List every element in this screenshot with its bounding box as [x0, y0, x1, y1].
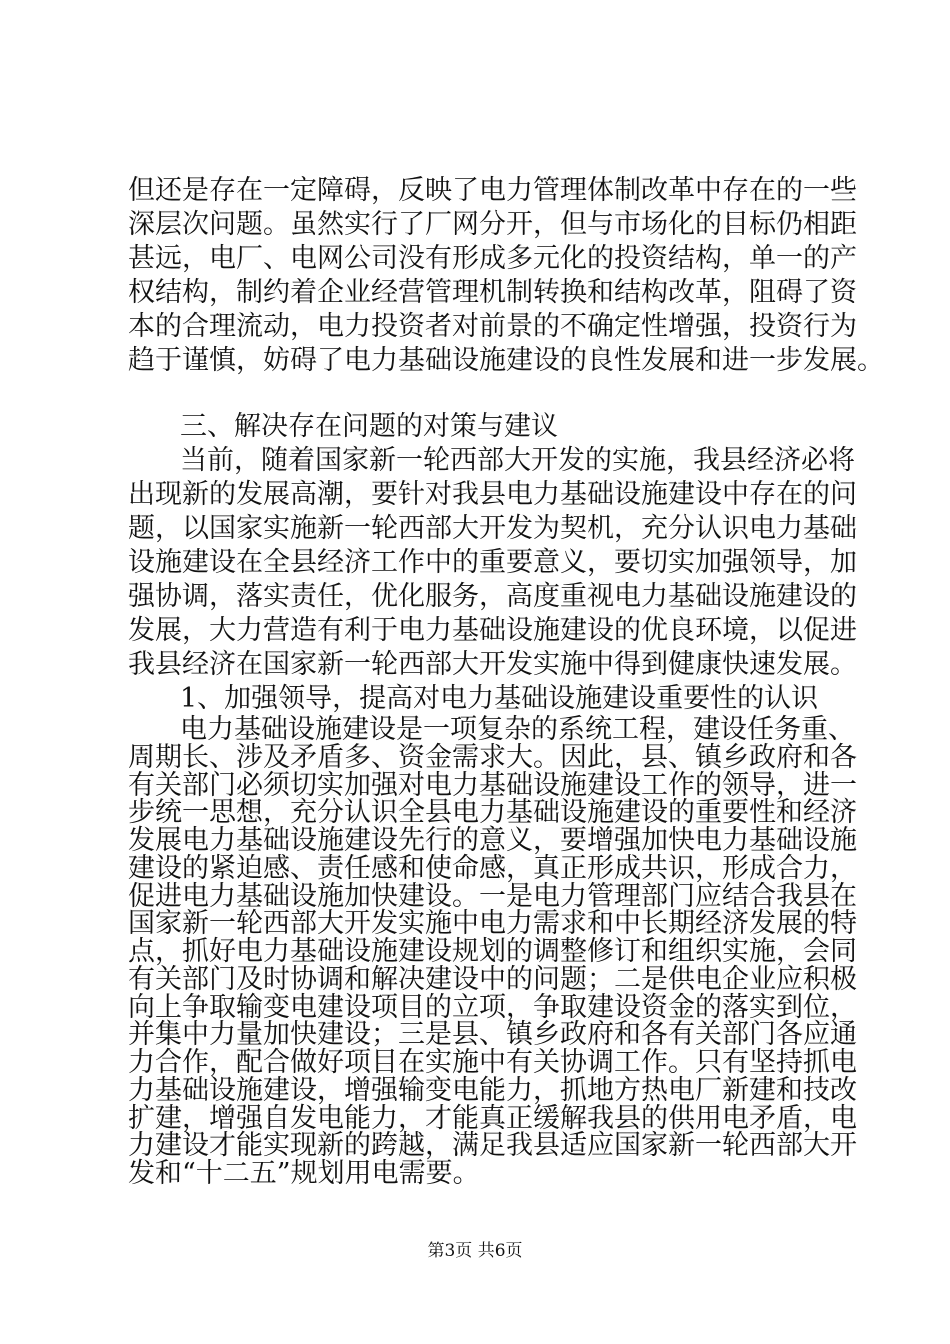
text-line: 建设的紧迫感、责任感和使命感，真正形成共识，形成合力，	[128, 853, 857, 884]
subheading: 1、加强领导，提高对电力基础设施建设重要性的认识	[180, 683, 819, 714]
text-line: 有关部门及时协调和解决建设中的问题；二是供电企业应积极	[128, 964, 857, 995]
text-line: 深层次问题。虽然实行了厂网分开，但与市场化的目标仍相距	[128, 209, 857, 240]
text-line: 设施建设在全县经济工作中的重要意义，要切实加强领导，加	[128, 547, 857, 578]
text-line: 电力基础设施建设是一项复杂的系统工程，建设任务重、	[180, 714, 855, 745]
text-line: 本的合理流动，电力投资者对前景的不确定性增强，投资行为	[128, 311, 857, 342]
text-line: 点，抓好电力基础设施建设规划的调整修订和组织实施，会同	[128, 936, 857, 967]
text-line: 发展电力基础设施建设先行的意义，要增强加快电力基础设施	[128, 825, 857, 856]
text-line: 力建设才能实现新的跨越，满足我县适应国家新一轮西部大开	[128, 1130, 857, 1161]
text-line: 力基础设施建设，增强输变电能力，抓地方热电厂新建和技改	[128, 1075, 857, 1106]
text-line: 但还是存在一定障碍，反映了电力管理体制改革中存在的一些	[128, 175, 857, 206]
text-line: 题，以国家实施新一轮西部大开发为契机，充分认识电力基础	[128, 513, 857, 544]
text-line: 我县经济在国家新一轮西部大开发实施中得到健康快速发展。	[128, 649, 857, 680]
text-line: 向上争取输变电建设项目的立项，争取建设资金的落实到位，	[128, 992, 857, 1023]
text-line: 趋于谨慎，妨碍了电力基础设施建设的良性发展和进一步发展。	[128, 345, 884, 376]
text-line: 有关部门必须切实加强对电力基础设施建设工作的领导，进一	[128, 770, 857, 801]
text-line: 力合作，配合做好项目在实施中有关协调工作。只有坚持抓电	[128, 1047, 857, 1078]
text-line: 扩建，增强自发电能力，才能真正缓解我县的供用电矛盾，电	[128, 1103, 857, 1134]
text-line: 出现新的发展高潮，要针对我县电力基础设施建设中存在的问	[128, 479, 857, 510]
page-footer: 第3页 共6页	[427, 1241, 523, 1261]
text-line: 周期长、涉及矛盾多、资金需求大。因此，县、镇乡政府和各	[128, 742, 857, 773]
text-line: 发展，大力营造有利于电力基础设施建设的优良环境，以促进	[128, 615, 857, 646]
text-line: 甚远，电厂、电网公司没有形成多元化的投资结构，单一的产	[128, 243, 857, 274]
text-line: 国家新一轮西部大开发实施中电力需求和中长期经济发展的特	[128, 908, 857, 939]
text-line: 强协调，落实责任，优化服务，高度重视电力基础设施建设的	[128, 581, 857, 612]
text-line: 当前，随着国家新一轮西部大开发的实施，我县经济必将	[180, 445, 855, 476]
text-line: 权结构，制约着企业经营管理机制转换和结构改革，阻碍了资	[128, 277, 857, 308]
text-line: 步统一思想，充分认识全县电力基础设施建设的重要性和经济	[128, 797, 857, 828]
section-heading: 三、解决存在问题的对策与建议	[180, 411, 558, 442]
text-line: 并集中力量加快建设；三是县、镇乡政府和各有关部门各应通	[128, 1019, 857, 1050]
text-line: 促进电力基础设施加快建设。一是电力管理部门应结合我县在	[128, 881, 857, 912]
text-line: 发和“十二五”规划用电需要。	[128, 1158, 480, 1189]
